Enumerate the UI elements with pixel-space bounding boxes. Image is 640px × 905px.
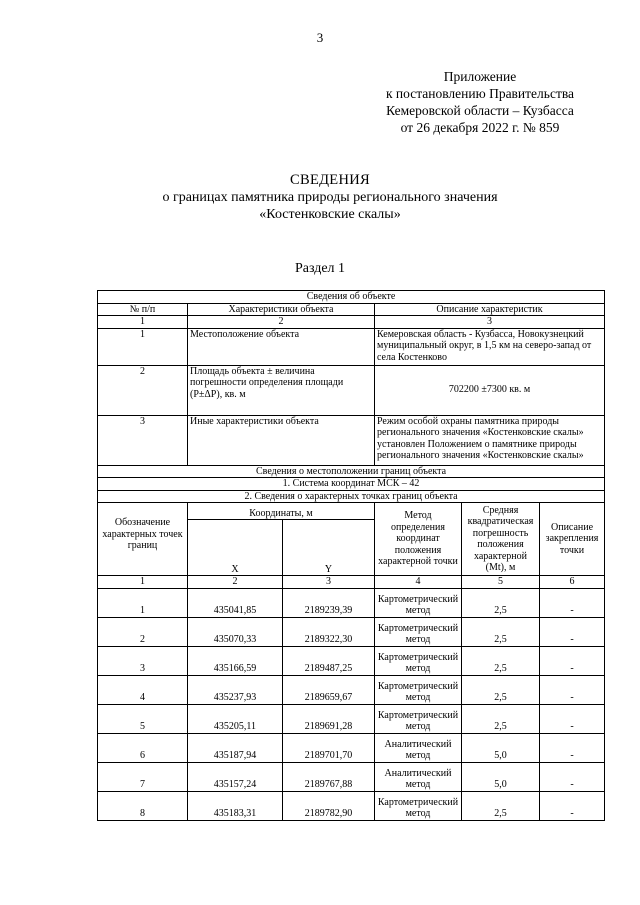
point-y: 2189659,67 [283,675,375,704]
table-row [98,791,605,820]
points-index-row [98,576,605,589]
row-num: 1 [98,328,188,365]
col-desc-header: Описание характеристик [375,303,605,316]
row-value: 702200 ±7300 кв. м [375,365,605,415]
appendix-line: Кемеровской области – Кузбасса [386,103,574,118]
table-row [98,415,605,465]
index-cell: 6 [540,576,605,589]
points-col-y: Y [283,520,375,576]
object-info-table [97,290,605,821]
row-value: Кемеровская область - Кузбасса, Новокузнецкий муниципальный округ, в 1,5 км на северо-запад от села Костенково [375,328,605,365]
coord-system: 1. Система координат МСК – 42 [98,478,605,491]
points-header: 2. Сведения о характерных точках границ объекта [98,490,605,503]
point-name: 1 [98,588,188,617]
point-error: 5,0 [462,762,540,791]
object-header: Сведения об объекте [98,291,605,304]
point-name: 5 [98,704,188,733]
point-method: Аналитический метод [375,733,462,762]
index-cell: 1 [98,316,188,329]
row-name: Площадь объекта ± величина погрешности определения площади (P±ΔP), кв. м [188,365,375,415]
row-name: Местоположение объекта [188,328,375,365]
point-name: 8 [98,791,188,820]
appendix-line: от 26 декабря 2022 г. № 859 [400,120,560,135]
table-row [98,704,605,733]
point-name: 7 [98,762,188,791]
row-name: Иные характеристики объекта [188,415,375,465]
point-x: 435166,59 [188,646,283,675]
points-col-coords: Координаты, м [188,503,375,520]
appendix-line: к постановлению Правительства [385,86,575,101]
point-x: 435041,85 [188,588,283,617]
table-row [98,588,605,617]
point-fixing: - [540,791,605,820]
points-col-method: Метод определения координат положения характерной точки [375,503,462,576]
point-error: 2,5 [462,617,540,646]
title-main: СВЕДЕНИЯ [290,172,370,188]
col-char-header: Характеристики объекта [188,303,375,316]
points-col-x: X [188,520,283,576]
points-header-row [98,490,605,503]
index-cell: 4 [375,576,462,589]
point-y: 2189691,28 [283,704,375,733]
point-method: Картометрический метод [375,617,462,646]
point-error: 2,5 [462,675,540,704]
point-name: 3 [98,646,188,675]
title-line: о границах памятника природы регионального значения [162,190,498,205]
points-col-name: Обозначение характерных точек границ [98,503,188,576]
table-header-row [98,303,605,316]
point-method: Аналитический метод [375,762,462,791]
row-num: 2 [98,365,188,415]
index-cell: 3 [283,576,375,589]
point-method: Картометрический метод [375,675,462,704]
point-error: 2,5 [462,791,540,820]
point-y: 2189239,39 [283,588,375,617]
point-y: 2189701,70 [283,733,375,762]
table-row [98,733,605,762]
point-fixing: - [540,704,605,733]
point-fixing: - [540,646,605,675]
point-error: 2,5 [462,646,540,675]
point-method: Картометрический метод [375,791,462,820]
point-fixing: - [540,675,605,704]
page-number: 3 [316,30,324,45]
index-cell: 2 [188,316,375,329]
point-x: 435237,93 [188,675,283,704]
table-index-row [98,316,605,329]
point-error: 5,0 [462,733,540,762]
point-error: 2,5 [462,704,540,733]
col-num-header: № п/п [98,303,188,316]
table-header-row [98,291,605,304]
point-x: 435157,24 [188,762,283,791]
table-row [98,646,605,675]
row-value: Режим особой охраны памятника природы регионального значения «Костенковские скалы» установлен Положением о памятнике природы регионального значения «Костенковские скалы» [375,415,605,465]
document-title [100,172,560,223]
point-y: 2189767,88 [283,762,375,791]
points-col-error: Средняя квадратическая погрешность положения характерной (Mt), м [462,503,540,576]
point-fixing: - [540,588,605,617]
points-col-fixing: Описание закрепления точки [540,503,605,576]
point-name: 2 [98,617,188,646]
section-title: Раздел 1 [294,261,346,276]
location-header-row [98,465,605,478]
point-error: 2,5 [462,588,540,617]
location-header: Сведения о местоположении границ объекта [98,465,605,478]
point-y: 2189322,30 [283,617,375,646]
point-y: 2189782,90 [283,791,375,820]
index-cell: 3 [375,316,605,329]
index-cell: 5 [462,576,540,589]
point-x: 435187,94 [188,733,283,762]
table-row [98,365,605,415]
table-row [98,617,605,646]
point-fixing: - [540,733,605,762]
index-cell: 1 [98,576,188,589]
table-row [98,762,605,791]
point-method: Картометрический метод [375,704,462,733]
appendix-line: Приложение [443,69,517,84]
table-row [98,675,605,704]
point-method: Картометрический метод [375,646,462,675]
point-x: 435205,11 [188,704,283,733]
appendix-block [360,68,600,136]
points-col-header-row [98,503,605,520]
row-num: 3 [98,415,188,465]
point-x: 435070,33 [188,617,283,646]
index-cell: 2 [188,576,283,589]
point-fixing: - [540,762,605,791]
title-line: «Костенковские скалы» [259,207,401,222]
point-y: 2189487,25 [283,646,375,675]
point-name: 4 [98,675,188,704]
coord-system-row [98,478,605,491]
point-name: 6 [98,733,188,762]
point-x: 435183,31 [188,791,283,820]
point-fixing: - [540,617,605,646]
table-row [98,328,605,365]
point-method: Картометрический метод [375,588,462,617]
